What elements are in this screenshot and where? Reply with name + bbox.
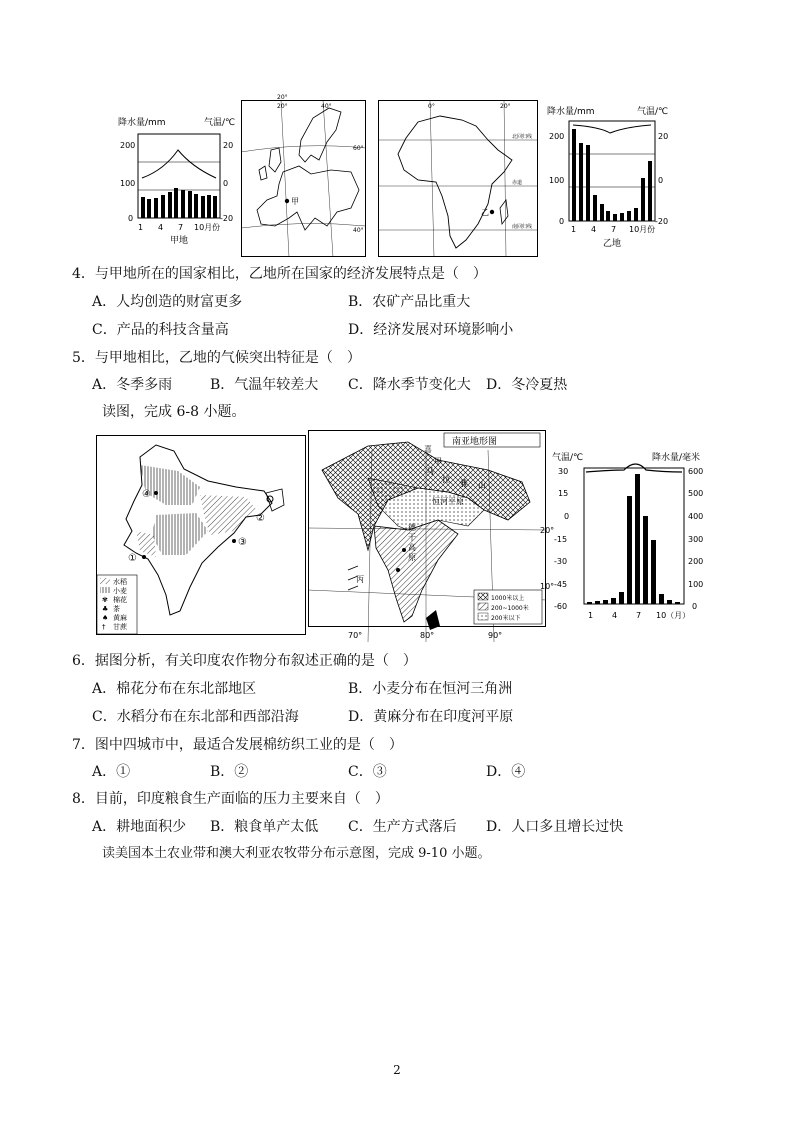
svg-text:北回归线: 北回归线 xyxy=(512,134,533,140)
question-5-option-c[interactable]: C．降水季节变化大 xyxy=(348,377,471,393)
svg-text:0: 0 xyxy=(692,602,698,611)
svg-text:山: 山 xyxy=(478,481,486,490)
svg-text:-30: -30 xyxy=(554,557,568,566)
europe-map xyxy=(241,94,366,257)
question-7-option-a[interactable]: A．① xyxy=(92,764,131,780)
question-8-option-d[interactable]: D．人口多且增长过快 xyxy=(486,819,624,835)
svg-text:降水量/毫米: 降水量/毫米 xyxy=(652,453,701,463)
question-5-option-a[interactable]: A．冬季多雨 xyxy=(92,377,173,393)
question-4-option-a[interactable]: A．人均创造的财富更多 xyxy=(92,294,243,310)
svg-text:③: ③ xyxy=(238,537,247,548)
svg-text:100: 100 xyxy=(688,580,704,589)
svg-text:4: 4 xyxy=(612,611,618,620)
svg-text:1: 1 xyxy=(588,611,594,620)
svg-text:南回归线: 南回归线 xyxy=(512,224,533,230)
svg-text:甘蔗: 甘蔗 xyxy=(113,623,127,631)
svg-text:南亚地形图: 南亚地形图 xyxy=(452,437,498,447)
question-8-stem: 8．目前，印度粮食生产面临的压力主要来自（ ） xyxy=(72,791,389,807)
svg-text:降水量/mm: 降水量/mm xyxy=(118,118,166,128)
question-7-option-c[interactable]: C．③ xyxy=(348,764,387,780)
svg-text:40°: 40° xyxy=(353,227,364,234)
svg-text:200~1000米: 200~1000米 xyxy=(491,605,529,612)
svg-text:20: 20 xyxy=(223,141,234,150)
svg-text:④: ④ xyxy=(142,489,151,500)
svg-text:60°: 60° xyxy=(353,145,364,152)
svg-text:0: 0 xyxy=(559,217,565,226)
question-4-option-d[interactable]: D．经济发展对环境影响小 xyxy=(348,322,514,338)
intro-6-8: 读图，完成 6-8 小题。 xyxy=(102,404,246,420)
question-6-option-d[interactable]: D．黄麻分布在印度河平原 xyxy=(348,709,514,725)
svg-text:丙: 丙 xyxy=(356,575,364,584)
svg-text:600: 600 xyxy=(688,467,704,476)
svg-text:4: 4 xyxy=(158,223,164,232)
svg-text:-45: -45 xyxy=(554,580,568,589)
svg-text:10月份: 10月份 xyxy=(194,223,221,232)
svg-text:0: 0 xyxy=(223,179,229,188)
svg-text:10（月）: 10（月） xyxy=(656,611,691,620)
climate-chart-jia xyxy=(116,112,240,252)
svg-text:20°: 20° xyxy=(277,94,288,101)
svg-text:400: 400 xyxy=(688,512,704,521)
svg-text:甲: 甲 xyxy=(434,457,442,466)
question-6-option-b[interactable]: B．小麦分布在恒河三角洲 xyxy=(348,681,513,697)
svg-text:赤道: 赤道 xyxy=(512,180,523,186)
svg-text:100: 100 xyxy=(120,179,136,188)
svg-text:干: 干 xyxy=(408,533,416,542)
svg-text:1: 1 xyxy=(138,223,144,232)
svg-text:200: 200 xyxy=(120,141,136,150)
svg-text:100: 100 xyxy=(549,176,565,185)
question-4-stem: 4．与甲地所在的国家相比，乙地所在国家的经济发展特点是（ ） xyxy=(72,266,487,282)
svg-text:0: 0 xyxy=(564,512,570,521)
question-6-option-a[interactable]: A．棉花分布在东北部地区 xyxy=(92,681,257,697)
svg-text:200: 200 xyxy=(549,132,565,141)
question-5-option-d[interactable]: D．冬冷夏热 xyxy=(486,377,568,393)
svg-text:气温/℃: 气温/℃ xyxy=(637,107,669,117)
svg-text:降水量/mm: 降水量/mm xyxy=(547,107,595,117)
question-5-stem: 5．与甲地相比，乙地的气候突出特征是（ ） xyxy=(72,350,361,366)
svg-text:0: 0 xyxy=(658,176,664,185)
svg-text:甲: 甲 xyxy=(291,197,299,206)
question-8-option-b[interactable]: B．粮食单产太低 xyxy=(210,819,319,835)
svg-text:①: ① xyxy=(128,553,137,564)
south-asia-terrain-map xyxy=(308,430,555,642)
india-crops-map xyxy=(96,435,306,635)
question-6-option-c[interactable]: C．水稻分布在东北部和西部沿海 xyxy=(92,709,299,725)
svg-text:200: 200 xyxy=(688,557,704,566)
svg-text:水稻: 水稻 xyxy=(113,578,127,586)
question-8-option-a[interactable]: A．耕地面积少 xyxy=(92,819,187,835)
svg-text:1: 1 xyxy=(571,225,577,234)
svg-text:0°: 0° xyxy=(428,103,435,110)
svg-text:雅: 雅 xyxy=(460,479,468,488)
question-6-stem: 6．据图分析，有关印度农作物分布叙述正确的是（ ） xyxy=(72,653,417,669)
svg-text:原: 原 xyxy=(408,553,416,562)
svg-text:1000米以上: 1000米以上 xyxy=(491,595,525,602)
svg-text:20°: 20° xyxy=(540,526,555,535)
svg-text:7: 7 xyxy=(178,223,184,232)
svg-text:10°: 10° xyxy=(540,582,555,591)
svg-text:0: 0 xyxy=(128,214,134,223)
svg-text:10月份: 10月份 xyxy=(629,225,656,234)
svg-text:茶: 茶 xyxy=(113,605,120,613)
svg-text:300: 300 xyxy=(688,535,704,544)
question-4-option-c[interactable]: C．产品的科技含量高 xyxy=(92,322,229,338)
svg-text:乙地: 乙地 xyxy=(603,239,622,249)
question-7-option-b[interactable]: B．② xyxy=(210,764,249,780)
svg-text:恒河平原: 恒河平原 xyxy=(432,497,464,506)
svg-text:90°: 90° xyxy=(488,631,503,640)
svg-text:-15: -15 xyxy=(554,535,568,544)
svg-text:棉花: 棉花 xyxy=(113,596,127,604)
svg-text:拉: 拉 xyxy=(442,475,450,484)
svg-text:-60: -60 xyxy=(554,602,568,611)
svg-text:†: † xyxy=(102,623,106,631)
svg-text:15: 15 xyxy=(558,489,569,498)
svg-text:40°: 40° xyxy=(321,103,332,110)
question-5-option-b[interactable]: B．气温年较差大 xyxy=(210,377,319,393)
africa-map xyxy=(378,100,538,257)
svg-text:80°: 80° xyxy=(420,631,435,640)
question-7-stem: 7．图中四城市中，最适合发展棉纺织工业的是（ ） xyxy=(72,737,403,753)
svg-text:♣: ♣ xyxy=(102,605,109,613)
svg-text:小麦: 小麦 xyxy=(113,587,127,595)
svg-text:4: 4 xyxy=(591,225,597,234)
svg-text:②: ② xyxy=(256,513,265,524)
svg-text:德: 德 xyxy=(408,523,416,532)
svg-text:20°: 20° xyxy=(500,103,511,110)
intro-9-10: 读美国本土农业带和澳大利亚农牧带分布示意图，完成 9-10 小题。 xyxy=(102,846,491,861)
svg-text:7: 7 xyxy=(636,611,642,620)
svg-text:甲地: 甲地 xyxy=(170,236,189,246)
svg-text:马: 马 xyxy=(426,467,434,476)
svg-text:乙: 乙 xyxy=(481,208,489,217)
page-number: 2 xyxy=(393,1063,401,1077)
svg-text:20: 20 xyxy=(658,132,669,141)
svg-text:70°: 70° xyxy=(348,631,363,640)
svg-text:气温/℃: 气温/℃ xyxy=(204,118,236,128)
svg-text:-20: -20 xyxy=(220,214,234,223)
svg-text:喜: 喜 xyxy=(424,445,432,454)
climate-chart-yi xyxy=(545,103,675,253)
svg-text:♠: ♠ xyxy=(102,614,109,622)
svg-text:30: 30 xyxy=(558,467,569,476)
svg-text:20°: 20° xyxy=(277,103,288,110)
svg-text:500: 500 xyxy=(688,489,704,498)
svg-text:黄麻: 黄麻 xyxy=(113,614,127,622)
svg-text:✾: ✾ xyxy=(102,596,108,604)
question-4-option-b[interactable]: B．农矿产品比重大 xyxy=(348,294,471,310)
question-8-option-c[interactable]: C．生产方式落后 xyxy=(348,819,457,835)
svg-text:200米以下: 200米以下 xyxy=(491,615,521,622)
question-7-option-d[interactable]: D．④ xyxy=(486,764,526,780)
svg-text:气温/℃: 气温/℃ xyxy=(552,453,584,463)
svg-text:7: 7 xyxy=(611,225,617,234)
climate-chart-south-asia xyxy=(552,448,724,628)
svg-text:高: 高 xyxy=(408,543,416,552)
svg-text:-20: -20 xyxy=(655,217,669,226)
